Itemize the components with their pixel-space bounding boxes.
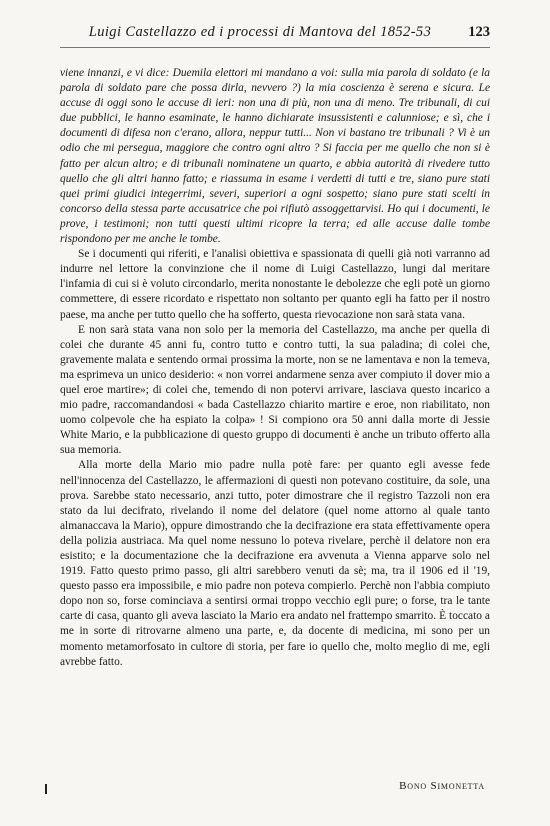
header-rule — [60, 47, 490, 48]
author-signature: Bono Simonetta — [399, 780, 485, 792]
page-number: 123 — [468, 24, 490, 40]
page-header — [60, 24, 490, 46]
running-title: Luigi Castellazzo ed i processi di Mantova del 1852-53 — [88, 24, 432, 40]
paragraph-quote: viene innanzi, e vi dice: Duemila elettori mi mandano a voi: sulla mia parola di soldato (e la parola di soldato pare che possa dirla, nevvero ?) la mia coscienza è serena e sicura. Le accuse di oggi sono le accuse di ieri: non una di più, non una di meno. Tre tribunali, di cui due pubblici, le hanno esaminate, le hanno dichiarate insussistenti e calunniose; e sì, che i documenti di difesa non c'erano, allora, neppur tutti... Non vi bastano tre tribunali ? Vi è un odio che mi persegua, maggiore che contro ogni altro ? Si faccia per me quello che non si è fatto per alcun altro; e di tribunali nominatene un quarto, e abbia autorità di rivedere tutto quello che gli altri hanno fatto; e riassuma in esame i verdetti di tutti e tre, siano pure stati quei primi giudici integerrimi, severi, superiori a ogni sospetto; siano pure stati scelti in concorso della stessa parte accusatrice che poi rifiutò assoggettarvisi. Ho qui i documenti, le prove, i testimoni; non tutti questi ultimi ricopre la terra; ed alle accuse dalle tombe rispondono per me anche le tombe. — [60, 67, 490, 246]
paragraph: E non sarà stata vana non solo per la memoria del Castellazzo, ma anche per quella di colei che durante 45 anni fu, contro tutto e contro tutti, la sua paladina; di colei che, gravemente malata e sentendo ormai prossima la morte, non se ne lamentava e non la temeva, ma esprimeva un unico desiderio: « non vorrei andarmene senza aver compiuto il dover mio a quel eroe martire»; di colei che, temendo di non potervi arrivare, lasciava questo incarico a mio padre, raccomandandosi « bada Castellazzo chiarito martire e eroe, non riabilitato, non uomo colpevole che ha espiato la colpa» ! Si compiono ora 50 anni dalla morte di Jessie White Mario, e la pubblicazione di questo gruppo di documenti è anche un tributo offerto alla sua memoria. — [60, 323, 490, 457]
margin-mark — [45, 784, 47, 794]
paragraph: Alla morte della Mario mio padre nulla potè fare: per quanto egli avesse fede nell'innocenza del Castellazzo, le affermazioni di questi non potevano costituire, da sole, una prova. Sarebbe stato necessario, anzi tutto, poter dimostrare che il registro Tazzoli non era stato da lui decifrato, rivelando il nome del delatore (quel nome attorno al quale tanto almanaccava la Mario), oppure dimostrando che la decifrazione era stata effettivamente opera della polizia austriaca. Ma quel nome nessuno lo poteva rivelare, perchè il delatore non era esistito; e la documentazione che la decifrazione era avvenuta a Vienna apparve solo nel 1919. Fatto questo primo passo, gli altri sarebbero venuti da sè; ma, tra il 1906 ed il '19, questo passo era impossibile, e mio padre non poteva compierlo. Perchè non l'abbia compiuto dopo non so, forse cominciava a sentirsi ormai troppo vecchio egli pure; o forse, tra le tante carte di casa, quanto gli aveva lasciato la Mario era andato nel frattempo smarrito. È toccato a me in sorte di ritrovarne almeno una parte, e, da docente di medicina, mi sono per un momento metamorfosato in cultore di storia, per fare io quello che, molto meglio di me, egli avrebbe fatto. — [60, 459, 490, 668]
body-text — [60, 66, 490, 670]
paragraph: Se i documenti qui riferiti, e l'analisi obiettiva e spassionata di quelli già noti varranno ad indurre nel lettore la convinzione che il nome di Luigi Castellazzo, lungi dal meritare l'infamia di cui si è voluto circondarlo, merita nonostante le debolezze che egli potè un giorno commettere, di essere ricordato e rispettato non soltanto per quanto egli ha fatto per il nostro paese, ma anche per tutto quello che ha sofferto, questa rievocazione non sarà stata vana. — [60, 248, 490, 321]
